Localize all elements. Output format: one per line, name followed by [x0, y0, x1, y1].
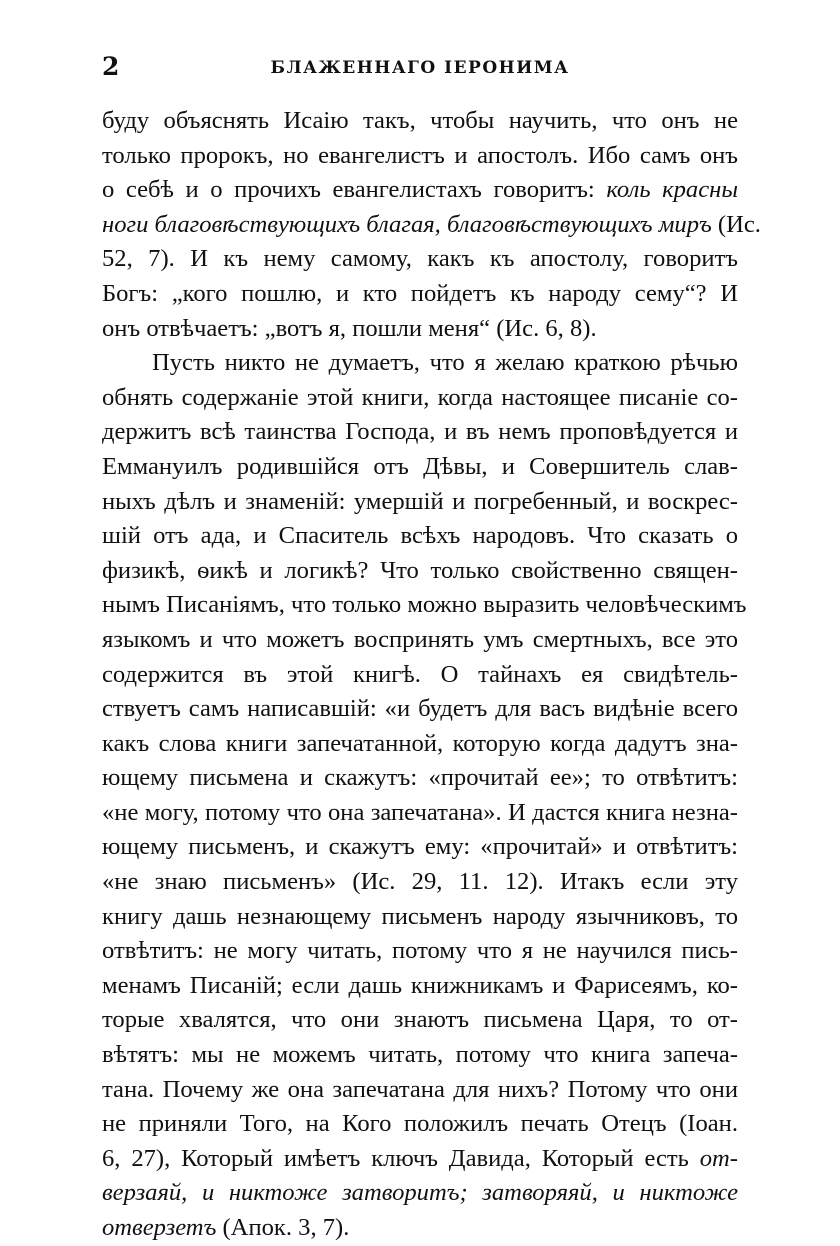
- text-run: не приняли Того, на Кого положилъ печать Отецъ (Іоан.: [102, 1110, 738, 1138]
- text-line: [102, 969, 738, 1004]
- text-run: Богъ: „кого пошлю, и кто пойдетъ къ народу сему“? И: [102, 279, 738, 307]
- italic-quotation: ноги благовѣствующихъ благая, благовѣствующихъ миръ: [102, 210, 712, 238]
- text-line: [102, 242, 738, 277]
- text-line: [102, 1073, 738, 1108]
- text-line: [102, 1211, 738, 1246]
- text-run: ныхъ дѣлъ и знаменій: умершій и погребенный, и воскрес-: [102, 487, 738, 515]
- text-line: [102, 312, 738, 347]
- main-text: [102, 104, 761, 1246]
- italic-quotation: верзаяй, и никтоже затворитъ; затворяяй, и никтоже: [102, 1179, 738, 1207]
- text-line: [102, 658, 738, 693]
- text-line: [102, 692, 738, 727]
- text-line: [102, 796, 738, 831]
- text-line: [102, 104, 738, 139]
- text-run: физикѣ, ѳикѣ и логикѣ? Что только свойственно священ-: [102, 556, 738, 584]
- text-run: обнять содержаніе этой книги, когда настоящее писаніе со-: [102, 383, 738, 411]
- text-run: Еммануилъ родившійся отъ Дѣвы, и Совершитель слав-: [102, 452, 738, 480]
- text-run: тана. Почему же она запечатана для нихъ? Потому что они: [102, 1075, 738, 1103]
- page-header: [102, 52, 738, 82]
- text-run: «не знаю письменъ» (Ис. 29, 11. 12). Итакъ если эту: [102, 868, 738, 896]
- text-line: [102, 173, 738, 208]
- text-run: отвѣтитъ: не могу читать, потому что я не научился пись-: [102, 937, 738, 965]
- italic-quotation: коль красны: [606, 176, 739, 204]
- text-run: буду объяснять Исаію такъ, чтобы научить, что онъ не: [102, 107, 738, 134]
- text-run: содержится въ этой книгѣ. О тайнахъ ея свидѣтель-: [102, 660, 738, 688]
- text-run: о себѣ и о прочихъ евангелистахъ говоритъ:: [102, 176, 607, 204]
- text-line: [102, 934, 738, 969]
- text-run: какъ слова книги запечатанной, которую когда дадутъ зна-: [102, 729, 738, 757]
- text-line: [102, 865, 738, 900]
- text-line: [102, 415, 738, 450]
- text-run: торые хвалятся, что они знаютъ письмена Царя, то от-: [102, 1006, 738, 1034]
- text-line: [102, 1142, 738, 1177]
- text-line: [102, 139, 738, 174]
- text-run: ствуетъ самъ написавшій: «и будетъ для васъ видѣніе всего: [102, 695, 738, 723]
- text-line: [102, 519, 738, 554]
- text-line: [102, 900, 738, 935]
- text-line: [102, 1107, 738, 1142]
- text-run: книгу дашь незнающему письменъ народу язычниковъ, то: [102, 902, 738, 930]
- text-run: онъ отвѣчаетъ: „вотъ я, пошли меня“ (Ис. 6, 8).: [102, 314, 597, 342]
- text-line: [102, 277, 738, 312]
- italic-quotation: отверзетъ: [102, 1214, 217, 1241]
- text-run: шій отъ ада, и Спаситель всѣхъ народовъ. Что сказать о: [102, 522, 738, 550]
- text-line: [102, 761, 738, 796]
- text-line: [102, 727, 738, 762]
- text-run: языкомъ и что можетъ воспринять умъ смертныхъ, все это: [102, 625, 738, 653]
- text-line: [102, 554, 738, 589]
- text-line: [102, 623, 738, 658]
- running-title: БЛАЖЕННАГО ІЕРОНИМА: [270, 58, 570, 78]
- text-run: (Ис.: [711, 210, 761, 238]
- text-run: менамъ Писаній; если дашь книжникамъ и Фарисеямъ, ко-: [102, 971, 738, 999]
- text-run: ющему письменъ, и скажутъ ему: «прочитай» и отвѣтитъ:: [102, 833, 738, 861]
- text-run: нымъ Писаніямъ, что только можно выразить человѣческимъ: [102, 591, 747, 619]
- text-line: [102, 381, 738, 416]
- text-line: [102, 346, 738, 381]
- italic-quotation: от-: [699, 1144, 738, 1172]
- text-run: «не могу, потому что она запечатана». И дастся книга незна-: [102, 798, 738, 826]
- text-line: [102, 1003, 738, 1038]
- text-run: 52, 7). И къ нему самому, какъ къ апостолу, говоритъ: [102, 245, 738, 273]
- text-line: [102, 208, 761, 243]
- text-run: держитъ всѣ таинства Господа, и въ немъ проповѣдуется и: [102, 418, 738, 446]
- text-run: 6, 27), Который имѣетъ ключъ Давида, Который есть: [102, 1144, 700, 1172]
- text-run: ющему письмена и скажутъ: «прочитай ее»; то отвѣтитъ:: [102, 764, 738, 792]
- text-line: [102, 485, 738, 520]
- text-line: [102, 830, 738, 865]
- text-run: вѣтятъ: мы не можемъ читать, потому что книга запеча-: [102, 1041, 738, 1069]
- text-run: Пусть никто не думаетъ, что я желаю краткою рѣчью: [152, 349, 738, 377]
- text-line: [102, 1176, 738, 1211]
- text-run: (Апок. 3, 7).: [216, 1214, 350, 1241]
- text-line: [102, 1038, 738, 1073]
- text-line: [102, 450, 738, 485]
- text-run: только пророкъ, но евангелистъ и апостолъ. Ибо самъ онъ: [102, 141, 738, 169]
- page-number: 2: [102, 52, 120, 81]
- text-line: [102, 588, 747, 623]
